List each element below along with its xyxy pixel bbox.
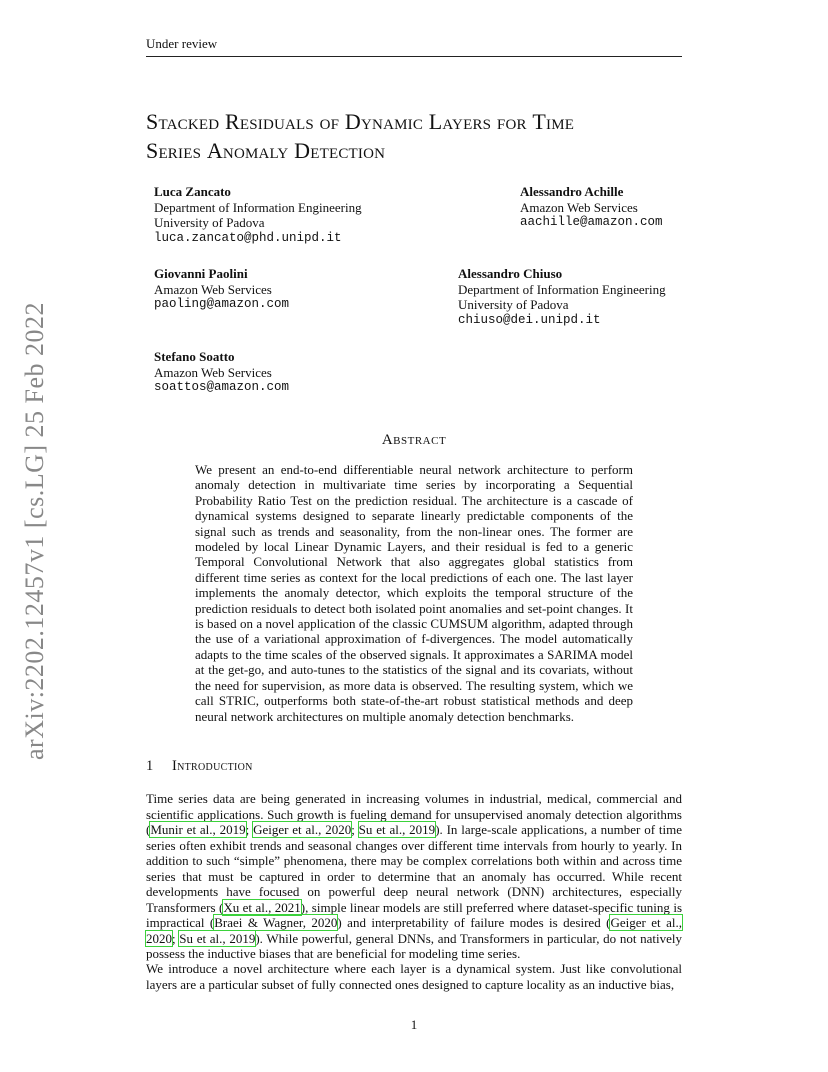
paragraph-text: ) and interpretability of failure modes is desired ( bbox=[337, 915, 611, 930]
title-initial: S bbox=[146, 109, 159, 134]
author-affiliation: Amazon Web Services bbox=[154, 364, 272, 380]
paper-title bbox=[146, 107, 706, 165]
section-number: 1 bbox=[146, 758, 154, 774]
author-affiliation: Department of Information Engineering bbox=[458, 281, 666, 297]
author-email[interactable]: aachille@amazon.com bbox=[520, 215, 663, 229]
arxiv-stamp: arXiv:2202.12457v1 [cs.LG] 25 Feb 2022 bbox=[20, 301, 49, 760]
section-title: Introduction bbox=[172, 758, 253, 774]
author-name: Alessandro Chiuso bbox=[458, 266, 563, 281]
paragraph-text: ). While powerful, general DNNs, and Transformers in particular, do not natively possess the inductive biases that are beneficial for modeling time series. bbox=[146, 930, 683, 961]
title-line-1 bbox=[146, 107, 706, 136]
abstract-heading: Abstract bbox=[381, 432, 447, 448]
paragraph-text: ; bbox=[172, 930, 180, 946]
citation-link[interactable]: Su et al., 2019 bbox=[358, 822, 436, 837]
title-initial: T bbox=[532, 109, 547, 134]
author-name: Stefano Soatto bbox=[154, 349, 235, 364]
paragraph-text: ), simple linear models are still preferred where dataset-specific tuning is impractical ( bbox=[146, 899, 683, 930]
author-block bbox=[154, 266, 289, 313]
paragraph-text: ). In large-scale applications, a number of time series often exhibit trends and seasonal changes over different time intervals from hourly to yearly. In addition to such “simple” phenomena, there may be complex correlations both within and across time series that must be captured in order to determine that an anomaly has occurred. While recent developments have focused on powerful deep neural network (DNN) architectures, especially Transformers ( bbox=[146, 822, 682, 915]
title-initial: D bbox=[294, 138, 311, 163]
author-email[interactable]: luca.zancato@phd.unipd.it bbox=[154, 230, 342, 245]
author-block bbox=[520, 184, 663, 231]
author-name: Luca Zancato bbox=[154, 184, 231, 199]
title-word: ayers for bbox=[442, 109, 533, 134]
author-name: Alessandro Achille bbox=[520, 184, 624, 199]
title-word: etection bbox=[310, 138, 386, 163]
paragraph-text: ; bbox=[245, 822, 254, 837]
citation-link[interactable]: Munir et al., 2019 bbox=[150, 822, 246, 837]
paragraph-text: ; bbox=[351, 822, 359, 837]
author-affiliation: Department of Information Engineering bbox=[154, 199, 362, 215]
author-email[interactable]: paoling@amazon.com bbox=[154, 297, 290, 311]
intro-paragraph bbox=[146, 791, 682, 962]
title-word: ime bbox=[546, 109, 575, 134]
author-affiliation: Amazon Web Services bbox=[154, 281, 272, 297]
title-word: ynamic bbox=[361, 109, 429, 134]
title-initial: L bbox=[428, 109, 443, 134]
title-word: tacked bbox=[158, 109, 225, 134]
author-block bbox=[458, 266, 666, 328]
author-affiliation: University of Padova bbox=[154, 215, 265, 230]
title-initial: D bbox=[344, 109, 362, 134]
citation-link[interactable]: Su et al., 2019 bbox=[179, 930, 256, 946]
section-heading bbox=[146, 758, 253, 775]
title-initial: S bbox=[146, 138, 159, 163]
author-email[interactable]: soattos@amazon.com bbox=[154, 380, 290, 394]
abstract-body: We present an end-to-end differentiable neural network architecture to perform anomaly detection in multivariate time series by incorporating a Sequential Probability Ratio Test on the prediction residual. The architecture is a cascade of dynamical systems designed to separate linearly predictable components of the signal such as trends and seasonality, from the non-linear ones. The former are modeled by local Linear Dynamic Layers, and their residual is fed to a generic Temporal Convolutional Network that also aggregates global statistics from different time series as context for the local predictions of each one. The last layer implements the anomaly detector, which exploits the temporal structure of the prediction residuals to detect both isolated point anomalies and set-point changes. It is based on a novel application of the classic CUMSUM algorithm, adapted through the use of a variational approximation of f-divergences. The model automatically adapts to the time scales of the observed signals. It approximates a SARIMA model at the get-go, and auto-tunes to the statistics of the signal and its covariats, without the need for supervision, as more data is observed. The resulting system, which we call STRIC, outperforms both state-of-the-art robust statistical methods and deep neural network architectures on multiple anomaly detection benchmarks. bbox=[195, 462, 633, 724]
author-affiliation: Amazon Web Services bbox=[520, 199, 638, 215]
author-affiliation: University of Padova bbox=[458, 297, 569, 312]
page-number: 1 bbox=[410, 1017, 418, 1032]
running-head: Under review bbox=[146, 36, 682, 57]
author-name: Giovanni Paolini bbox=[154, 266, 248, 281]
title-initial: R bbox=[224, 109, 240, 134]
author-block bbox=[154, 349, 289, 396]
citation-link[interactable]: Geiger et al., 2020 bbox=[253, 822, 352, 837]
title-word: nomaly bbox=[222, 138, 295, 163]
title-word: eries bbox=[158, 138, 207, 163]
author-block bbox=[154, 184, 362, 246]
citation-link[interactable]: Braei & Wagner, 2020 bbox=[214, 915, 338, 930]
title-initial: A bbox=[206, 138, 223, 163]
title-line-2 bbox=[146, 136, 706, 165]
author-email[interactable]: chiuso@dei.unipd.it bbox=[458, 312, 601, 327]
intro-paragraph: We introduce a novel architecture where each layer is a dynamical system. Just like convolutional layers are a particular subset of fully connected ones designed to capture locality as an inductive bias, bbox=[146, 961, 682, 992]
paragraph-text: Time series data are being generated in increasing volumes in industrial, medical, commercial and scientific applications. Such growth is fueling demand for unsupervised anomaly detection algorithms ( bbox=[146, 791, 682, 837]
citation-link[interactable]: Geiger et al., 2020 bbox=[146, 915, 682, 946]
title-word: esiduals of bbox=[239, 109, 345, 134]
citation-link[interactable]: Xu et al., 2021 bbox=[223, 899, 301, 915]
